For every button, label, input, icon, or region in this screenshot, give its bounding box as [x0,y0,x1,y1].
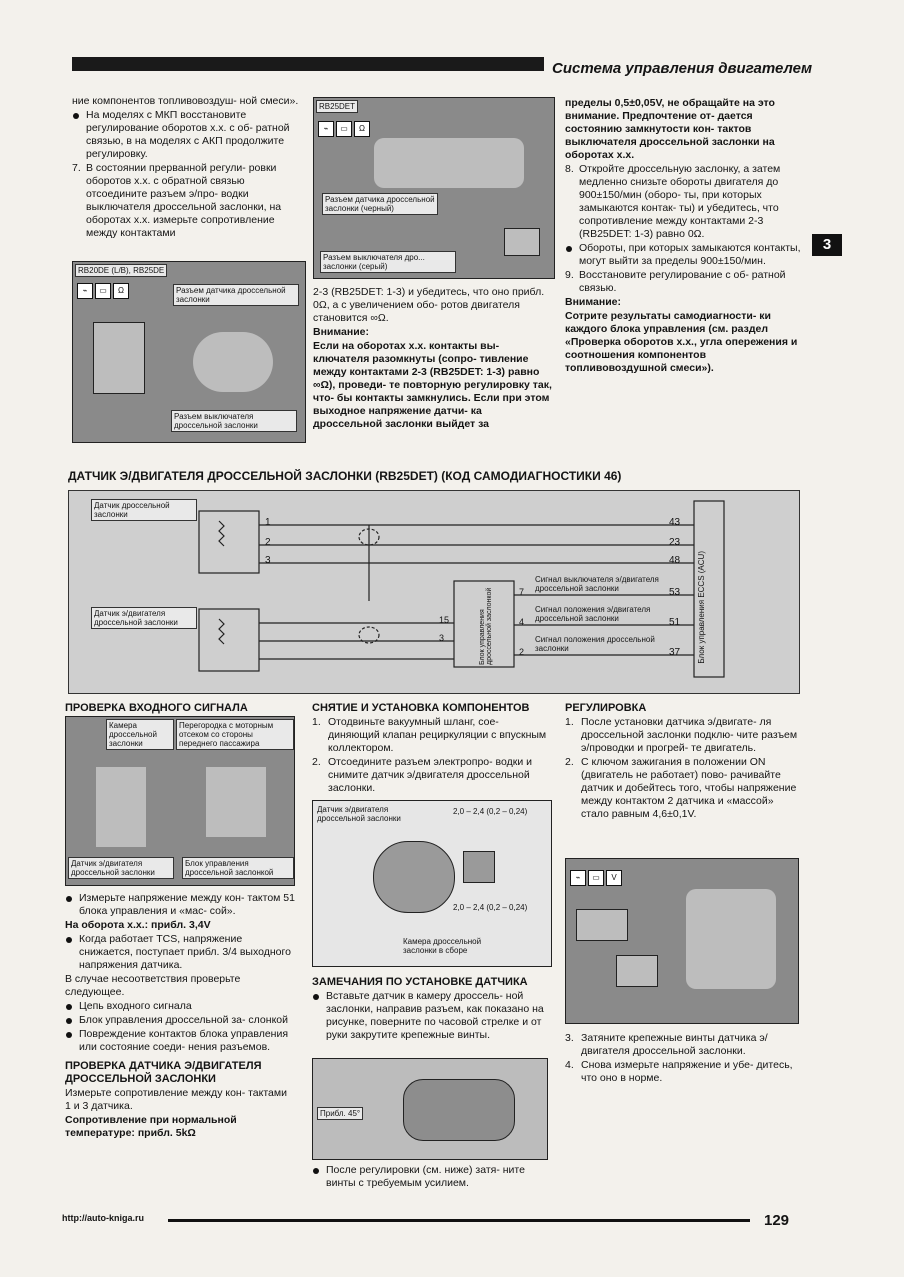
chapter-tab: 3 [812,234,842,256]
wiring-diagram [68,490,800,694]
mid-pin-3: 3 [439,633,445,643]
mid-attn-title: Внимание: [313,326,369,338]
photo-caption-1: Камера дроссельной заслонки [106,719,174,750]
legend-icons [318,118,372,137]
page-number: 129 [764,1212,790,1229]
meter-icon: Ω [354,121,370,137]
ecu-pin-48: 48 [669,555,681,566]
photo-caption-1: Разъем датчика дроссельной заслонки [173,284,299,306]
mid-pin-15: 15 [439,615,450,625]
bullet-icon [566,246,572,252]
legend-icons [570,867,624,886]
bullet-icon [66,1032,72,1038]
engine-image [374,138,524,188]
removal-step-1: 1. Отодвиньте вакуумный шланг, сое- диняющий клапан рециркуляции с впускным коллектором. [312,716,547,754]
header-bar [72,57,544,71]
notes-text-2 [312,1164,550,1191]
photo-adjust [565,858,799,1024]
adjust-steps [565,716,801,822]
right-attn: Сотрите результаты самодиагности- ки каждого блока управления (см. раздел «Проверка оборотов х.х., угла опережения и соотношения компонентов топливовоздушной смеси»). [565,310,798,374]
throttle-image [193,332,273,392]
adjust-steps-2 [565,1032,801,1086]
removal-title: СНЯТИЕ И УСТАНОВКА КОМПОНЕНТОВ [312,702,530,714]
connector-icon: ▭ [95,283,111,299]
notes-title: ЗАМЕЧАНИЯ ПО УСТАНОВКЕ ДАТЧИКА [312,976,528,988]
pin-1: 1 [265,517,271,528]
signal-2: Сигнал положения э/двигателя дроссельной заслонки [535,605,651,623]
connector-icon: ▭ [336,121,352,137]
input-check-text [65,892,295,1141]
ic-check-1: Цепь входного сигнала [65,1000,295,1013]
removal-steps [312,716,550,796]
connector-image [93,322,145,394]
bullet-icon [66,1018,72,1024]
adjust-title: РЕГУЛИРОВКА [565,702,647,714]
photo-caption-2: Разъем выключателя дроссельной заслонки [171,410,297,432]
adjust-step-2: 2. С ключом зажигания в положении ON (двигатель не работает) пово- рачивайте датчик и добейтесь того, чтобы напряжение между контактом 2 датчика и «массой» стало равным 4,6±0,1V. [565,756,797,820]
meter-icon: V [606,870,622,886]
connector-image [576,909,628,941]
ic-p1: В случае несоответствия проверьте следующее. [65,973,241,998]
angle-label: Прибл. 45° [317,1107,363,1120]
ecu-pin-53: 53 [669,587,681,598]
sensor-rotation-image [403,1079,515,1141]
bullet-icon [313,1168,319,1174]
ic-check-2: Блок управления дроссельной за- слонкой [65,1014,295,1027]
meter-image [504,228,540,256]
wiring-lines [69,491,799,693]
ecu-pin-23: 23 [669,537,681,548]
figure-rotation [312,1058,548,1160]
engine-image [686,889,776,989]
bullet-icon [66,1004,72,1010]
right-step-8: 8. Откройте дроссельную заслонку, а затем медленно снизьте обороты двигателя до 900±150/мин (оборо- ты, при которых замыкаются контак- ты) и убедитесь, что сопротивление между контактами 2-3 (RB25DET: 1-3) равно 0Ω. [565,163,781,240]
photo-rb25det [313,97,555,279]
photo-label: RB20DE (L/B), RB25DE [75,264,167,277]
sensor-check-title: ПРОВЕРКА ДАТЧИКА Э/ДВИГАТЕЛЯ ДРОССЕЛЬНОЙ ЗАСЛОНКИ [65,1060,262,1085]
removal-step-2: 2. Отсоедините разъем электропро- водки и снимите датчик э/двигателя дроссельной заслонки. [312,756,532,794]
photo-caption-2: Разъем выключателя дро... заслонки (серый) [320,251,456,273]
bullet-icon [66,896,72,902]
middle-column [313,286,553,432]
mid-pin-7: 7 [519,587,525,597]
ic-check-3: Повреждение контактов блока управления или состояние соеди- нения разъемов. [65,1028,295,1054]
sensor2-box [199,609,259,671]
sensor-check-p: Измерьте сопротивление между кон- тактами 1 и 3 датчика. [65,1087,287,1112]
sensor-check-res: Сопротивление при нормальной температуре: прибл. 5kΩ [65,1114,237,1139]
sensor-icon: ⌁ [77,283,93,299]
torque-2: 2,0 – 2,4 (0,2 – 0,24) [453,903,528,912]
pin-2: 2 [265,537,271,548]
sensor-icon: ⌁ [570,870,586,886]
right-p1: пределы 0,5±0,05V, не обращайте на это внимание. Предпочтение от- дается состоянию замкнутости кон- тактов выключателя дроссельной заслонки на оборотах х.х. [565,97,775,161]
left-bullet-1: На моделях с МКП восстановите регулирование оборотов х.х. с об- ратной связью, в на моделях с АКП продолжите регулировку. [72,109,304,161]
sensor-image [96,767,146,847]
mid-attn: Если на оборотах х.х. контакты вы- ключателя разомкнуты (сопро- тивление между контактами 2-3 (RB25DET: 1-3) равно ∞Ω), проведи- те повторную регулировку так, что- бы контакты замкнулись. Если при этом выходное напряжение датчи- ка дроссельной заслонки выйдет за [313,340,552,430]
photo-rb20de [72,261,306,443]
note-2: После регулировки (см. ниже) затя- ните винты с требуемым усилием. [312,1164,550,1190]
meter-icon: Ω [113,283,129,299]
throttle-body-image [373,841,455,913]
right-attn-title: Внимание: [565,296,621,308]
left-p1: ние компонентов топливовоздуш- ной смеси». [72,95,299,107]
note-1: Вставьте датчик в камеру дроссель- ной заслонки, направив разъем, как показано на рисунке, поверните по часовой стрелке и от руки закрутите крепежные винты. [312,990,550,1042]
ecu-pin-43: 43 [669,517,681,528]
input-check-title: ПРОВЕРКА ВХОДНОГО СИГНАЛА [65,702,248,714]
left-column [72,95,304,241]
sensor2-label: Датчик э/двигателя дроссельной заслонки [91,607,197,629]
diagram-title: ДАТЧИК Э/ДВИГАТЕЛЯ ДРОССЕЛЬНОЙ ЗАСЛОНКИ (RB25DET) (КОД САМОДИАГНОСТИКИ 46) [68,469,622,483]
signal-3: Сигнал положения дроссельной заслонки [535,635,655,653]
torque-1: 2,0 – 2,4 (0,2 – 0,24) [453,807,528,816]
bullet-icon [73,113,79,119]
sensor1-box [199,511,259,573]
ecu-pin-51: 51 [669,617,681,628]
photo-caption-3: Датчик э/двигателя дроссельной заслонки [68,857,174,879]
photo-caption-4: Блок управления дроссельной заслонкой [182,857,294,879]
connector-icon: ▭ [588,870,604,886]
ic-idle: На оборота х.х.: прибл. 3,4V [65,919,211,931]
photo-caption-2: Перегородка с моторным отсеком со стороны переднего пассажира [176,719,294,750]
module-image [206,767,266,837]
right-column [565,97,803,376]
footer-rule [168,1219,750,1222]
left-step-7: 7. В состоянии прерванной регули- ровки оборотов х.х. с обратной связью отсоедините разъем э/про- водки выключателя дроссельной заслонки, на оборотах х.х. измерьте сопротивление между контактами [72,162,282,239]
adjust-step-1: 1. После установки датчика э/двигате- ля дроссельной заслонки подклю- чите разъем э/проводки и прогрей- те двигатель. [565,716,798,754]
signal-1: Сигнал выключателя э/двигателя дроссельной заслонки [535,575,659,593]
voltmeter-image [616,955,658,987]
fig-caption-2: Камера дроссельной заслонки в сборе [403,937,482,955]
adjust-step-4: 4. Снова измерьте напряжение и убе- дитесь, что оно в норме. [565,1059,793,1084]
mid-pin-2: 2 [519,647,525,657]
bullet-icon [313,994,319,1000]
ic-bullet-2: Когда работает TCS, напряжение снижается, поступает прибл. 3/4 выходного напряжения датчика. [65,933,295,972]
sensor-icon: ⌁ [318,121,334,137]
fig-caption-1: Датчик э/двигателя дроссельной заслонки [317,805,401,823]
figure-sensor-assembly [312,800,552,967]
sensor1-label: Датчик дроссельной заслонки [91,499,197,521]
photo-caption-1: Разъем датчика дроссельной заслонки (черный) [322,193,438,215]
mid-block-label: Блок управления дроссельной заслонкой [479,587,493,665]
adjust-step-3: 3. Затяните крепежные винты датчика э/двигателя дроссельной заслонки. [565,1032,768,1057]
footer-url[interactable]: http://auto-kniga.ru [62,1213,144,1223]
mid-p1: 2-3 (RB25DET: 1-3) и убедитесь, что оно прибл. 0Ω, а с увеличением обо- ротов двигателя становится ∞Ω. [313,286,545,324]
sensor-image [463,851,495,883]
ecu-pin-37: 37 [669,647,681,658]
notes-text [312,990,550,1043]
ecu-label: Блок управления ECCS (ACU) [697,551,706,664]
photo-input-check [65,716,295,886]
right-step-9: 9. Восстановите регулирование с об- ратной связью. [565,269,786,294]
section-title: Система управления двигателем [552,60,813,77]
mid-pin-4: 4 [519,617,525,627]
right-bullet-1: Обороты, при которых замыкаются контакты, могут выйти за пределы 900±150/мин. [565,242,803,268]
bullet-icon [66,937,72,943]
pin-3: 3 [265,555,271,566]
ic-bullet-1: Измерьте напряжение между кон- тактом 51 блока управления и «мас- сой». [65,892,295,918]
photo-label: RB25DET [316,100,358,113]
legend-icons [77,280,131,299]
